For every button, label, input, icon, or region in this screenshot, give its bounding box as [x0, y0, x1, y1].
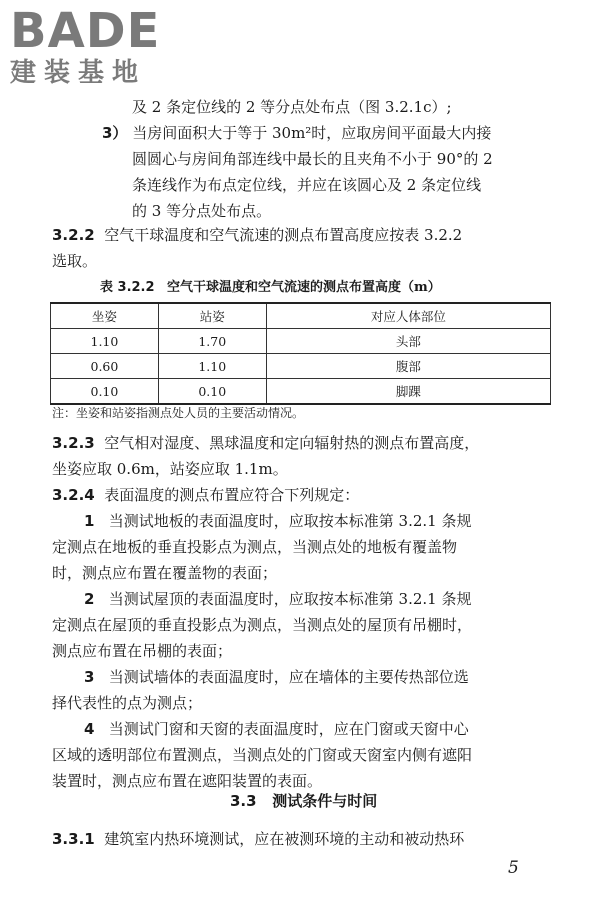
- header-body-part: 对应人体部位: [266, 303, 550, 329]
- table-note: 注：坐姿和站姿指测点处人员的主要活动情况。: [52, 406, 305, 420]
- clause-3-2-4: [52, 482, 359, 508]
- list-number: 2: [84, 590, 95, 608]
- table-row: [51, 379, 551, 405]
- text-line: 时，测点应布置在覆盖物的表面；: [52, 564, 278, 582]
- table-caption: [100, 276, 441, 295]
- page-number: 5: [508, 858, 519, 878]
- table-cell: 1.70: [158, 329, 266, 354]
- text-line: 测点应布置在吊棚的表面；: [52, 642, 233, 660]
- clause-number: 3.2.3: [52, 434, 95, 452]
- text-line: 区域的透明部位布置测点，当测点处的门窗或天窗室内侧有遮阳: [52, 746, 473, 764]
- table-cell: 1.10: [51, 329, 159, 354]
- text-line: 定测点在地板的垂直投影点为测点，当测点处的地板有覆盖物: [52, 538, 458, 556]
- header-sitting: 坐姿: [51, 303, 159, 329]
- text-line: 圆圆心与房间角部连线中最长的且夹角不小于 90°的 2: [132, 150, 493, 168]
- section-number: 3.3: [230, 792, 257, 810]
- section-title: 测试条件与时间: [272, 792, 378, 810]
- list-item-2: [84, 586, 471, 612]
- clause-number: 3.2.4: [52, 486, 95, 504]
- clause-3-3-1: [52, 826, 464, 852]
- measurement-height-table: [50, 302, 551, 405]
- table-row: [51, 329, 551, 354]
- list-text: 当测试墙体的表面温度时，应在墙体的主要传热部位选: [108, 668, 469, 686]
- table-cell: 头部: [266, 329, 550, 354]
- table-cell: 0.60: [51, 354, 159, 379]
- clause-text: 表面温度的测点布置应符合下列规定：: [104, 486, 360, 504]
- text-line: 坐姿应取 0.6m，站姿应取 1.1m。: [52, 460, 288, 478]
- table-cell: 1.10: [158, 354, 266, 379]
- table-cell: 脚踝: [266, 379, 550, 405]
- logo-brand: BADE: [10, 3, 161, 59]
- table-row: [51, 354, 551, 379]
- text-line: 装置时，测点应布置在遮阳装置的表面。: [52, 772, 323, 790]
- text-line: 择代表性的点为测点；: [52, 694, 203, 712]
- list-number: 1: [84, 512, 95, 530]
- text-line: 及 2 条定位线的 2 等分点处布点（图 3.2.1c）;: [132, 98, 452, 116]
- list-item-4: [84, 716, 469, 742]
- table-cell: 腹部: [266, 354, 550, 379]
- header-standing: 站姿: [158, 303, 266, 329]
- section-heading-3-3: [230, 790, 377, 811]
- list-number: 3）: [102, 124, 128, 142]
- table-header-row: [51, 303, 551, 329]
- list-text: 当房间面积大于等于 30m²时，应取房间平面最大内接: [132, 124, 492, 142]
- clause-number: 3.2.2: [52, 226, 95, 244]
- clause-text: 建筑室内热环境测试，应在被测环境的主动和被动热环: [104, 830, 465, 848]
- table-caption-number: 表 3.2.2: [100, 280, 155, 295]
- list-text: 当测试地板的表面温度时，应取按本标准第 3.2.1 条规: [108, 512, 472, 530]
- list-number: 3: [84, 668, 95, 686]
- text-line: 条连线作为布点定位线，并应在该圆心及 2 条定位线: [132, 176, 482, 194]
- clause-3-2-3: [52, 430, 479, 456]
- text-line: 定测点在屋顶的垂直投影点为测点，当测点处的屋顶有吊棚时，: [52, 616, 473, 634]
- logo: [10, 3, 161, 88]
- list-item-3b: [84, 664, 469, 690]
- table-cell: 0.10: [51, 379, 159, 405]
- list-text: 当测试门窗和天窗的表面温度时，应在门窗或天窗中心: [108, 720, 469, 738]
- list-item-1: [84, 508, 471, 534]
- list-text: 当测试屋顶的表面温度时，应取按本标准第 3.2.1 条规: [108, 590, 472, 608]
- table-cell: 0.10: [158, 379, 266, 405]
- table-caption-text: 空气干球温度和空气流速的测点布置高度（m）: [166, 280, 441, 295]
- logo-subtitle: 建装基地: [10, 58, 147, 88]
- clause-number: 3.3.1: [52, 830, 95, 848]
- clause-text: 空气相对湿度、黑球温度和定向辐射热的测点布置高度，: [104, 434, 480, 452]
- text-line: 的 3 等分点处布点。: [132, 202, 272, 220]
- list-item-3: [102, 120, 491, 146]
- clause-3-2-2: [52, 222, 462, 248]
- text-line: 选取。: [52, 252, 98, 270]
- list-number: 4: [84, 720, 95, 738]
- clause-text: 空气干球温度和空气流速的测点布置高度应按表 3.2.2: [104, 226, 463, 244]
